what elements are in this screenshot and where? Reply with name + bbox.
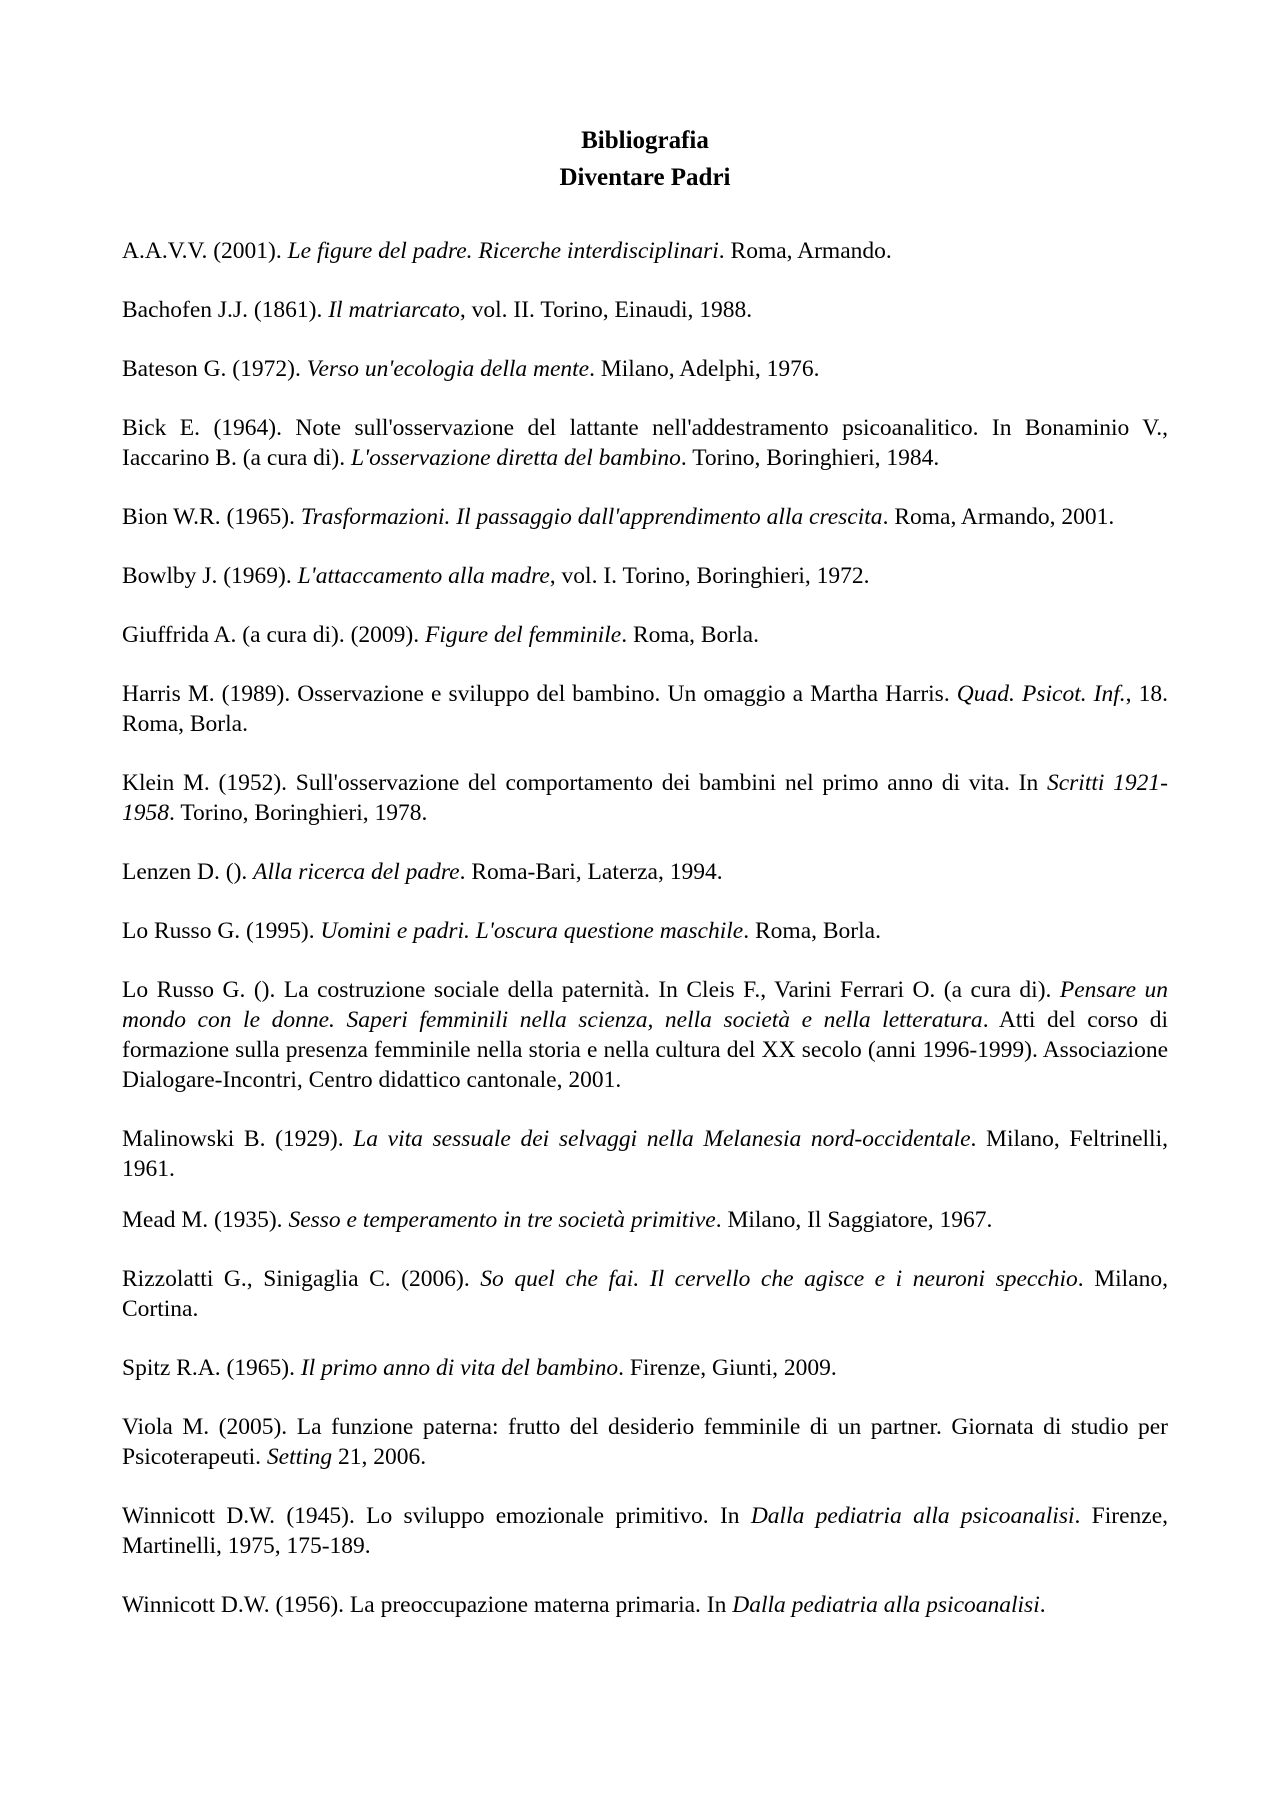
entry-text: . Milano, Il Saggiatore, 1967. (715, 1207, 993, 1233)
bibliography-entry (122, 413, 1168, 473)
bibliography-entry (122, 1205, 1168, 1235)
entry-title-italic: Il matriarcato (328, 297, 460, 323)
entry-text: Mead M. (1935). (122, 1207, 289, 1233)
entry-text: . Milano, Feltrinelli, 1961. (122, 1126, 1168, 1182)
bibliography-entry (122, 236, 1168, 266)
entry-title-italic: Uomini e padri. L'oscura questione maschile (320, 918, 744, 944)
entry-text: Malinowski B. (1929). (122, 1126, 354, 1152)
bibliography-entry (122, 502, 1168, 532)
bibliography-list (122, 236, 1168, 1620)
entry-text: Lenzen D. (). (122, 859, 254, 885)
entry-title-italic: Quad. Psicot. Inf. (956, 681, 1126, 707)
entry-text: . Roma-Bari, Laterza, 1994. (459, 859, 723, 885)
entry-title-italic: Dalla pediatria alla psicoanalisi (750, 1503, 1075, 1529)
entry-text: . Milano, Cortina. (122, 1266, 1168, 1322)
entry-title-italic: Alla ricerca del padre (253, 859, 460, 885)
entry-text: . (1039, 1592, 1046, 1618)
bibliography-entry (122, 916, 1168, 946)
entry-text: Giuffrida A. (a cura di). (2009). (122, 622, 426, 648)
bibliography-entry (122, 1124, 1168, 1184)
page-subtitle: Diventare Padri (559, 164, 731, 191)
entry-title-italic: Trasformazioni. Il passaggio dall'apprendimento alla crescita (300, 504, 883, 530)
entry-text: . Roma, Armando, 2001. (882, 504, 1115, 530)
entry-text: . Roma, Borla. (743, 918, 881, 944)
entry-title-italic: Le figure del padre. Ricerche interdisciplinari (287, 238, 719, 264)
entry-text: Rizzolatti G., Sinigaglia C. (2006). (122, 1266, 481, 1292)
bibliography-entry (122, 295, 1168, 325)
entry-title-italic: L'attaccamento alla madre (297, 563, 550, 589)
entry-text: . Firenze, Martinelli, 1975, 175-189. (122, 1503, 1168, 1559)
bibliography-entry (122, 561, 1168, 591)
bibliography-entry (122, 1412, 1168, 1472)
entry-text: Winnicott D.W. (1945). Lo sviluppo emozionale primitivo. In (122, 1503, 751, 1529)
page-title: Bibliografia (581, 127, 709, 154)
entry-text: . Torino, Boringhieri, 1984. (680, 445, 940, 471)
entry-text: Bowlby J. (1969). (122, 563, 298, 589)
entry-text: . Roma, Armando. (718, 238, 892, 264)
entry-title-italic: Sesso e temperamento in tre società primitive (288, 1207, 716, 1233)
entry-text: . Roma, Borla. (621, 622, 759, 648)
entry-text: Harris M. (1989). Osservazione e sviluppo del bambino. Un omaggio a Martha Harris. (122, 681, 957, 707)
entry-text: . Atti del corso di formazione sulla presenza femminile nella storia e nella cultura del XX secolo (anni 1996-1999). Associazione Dialogare-Incontri, Centro didattico cantonale, 2001. (122, 1007, 1168, 1093)
bibliography-entry (122, 1501, 1168, 1561)
entry-text: Bion W.R. (1965). (122, 504, 301, 530)
entry-text: Winnicott D.W. (1956). La preoccupazione materna primaria. In (122, 1592, 733, 1618)
bibliography-entry (122, 857, 1168, 887)
entry-text: Lo Russo G. (). La costruzione sociale della paternità. In Cleis F., Varini Ferrari O. (a cura di). (122, 977, 1060, 1003)
entry-text: Spitz R.A. (1965). (122, 1355, 301, 1381)
bibliography-entry (122, 679, 1168, 739)
entry-title-italic: L'osservazione diretta del bambino (351, 445, 681, 471)
entry-text: Bachofen J.J. (1861). (122, 297, 329, 323)
entry-text: Bick E. (1964). Note sull'osservazione del lattante nell'addestramento psicoanalitico. In Bonaminio V., Iaccarino B. (a cura di). (122, 415, 1168, 471)
entry-text: , vol. II. Torino, Einaudi, 1988. (459, 297, 753, 323)
bibliography-entry (122, 1590, 1168, 1620)
entry-title-italic: So quel che fai. Il cervello che agisce e i neuroni specchio (480, 1266, 1078, 1292)
bibliography-entry (122, 620, 1168, 650)
bibliography-entry (122, 768, 1168, 828)
bibliography-entry (122, 354, 1168, 384)
entry-text: . Firenze, Giunti, 2009. (618, 1355, 837, 1381)
entry-text: Viola M. (2005). La funzione paterna: frutto del desiderio femminile di un partner. Giornata di studio per Psicoterapeuti. (122, 1414, 1168, 1470)
entry-title-italic: Il primo anno di vita del bambino (300, 1355, 619, 1381)
entry-title-italic: Scritti 1921-1958 (122, 770, 1168, 826)
entry-text: . Torino, Boringhieri, 1978. (169, 800, 428, 826)
entry-text: . Milano, Adelphi, 1976. (589, 356, 820, 382)
entry-title-italic: Dalla pediatria alla psicoanalisi (732, 1592, 1040, 1618)
entry-title-italic: Verso un'ecologia della mente (306, 356, 590, 382)
bibliography-entry (122, 1264, 1168, 1324)
bibliography-entry (122, 1353, 1168, 1383)
entry-text: Lo Russo G. (1995). (122, 918, 321, 944)
entry-title-italic: Pensare un mondo con le donne. Saperi femminili nella scienza, nella società e nella letteratura (122, 977, 1169, 1033)
entry-title-italic: Figure del femminile (425, 622, 622, 648)
entry-text: Klein M. (1952). Sull'osservazione del comportamento dei bambini nel primo anno di vita. In (122, 770, 1047, 796)
entry-text: 21, 2006. (332, 1444, 427, 1470)
heading-block (122, 122, 1168, 196)
entry-text: A.A.V.V. (2001). (122, 238, 288, 264)
document-page (122, 122, 1168, 1649)
bibliography-entry (122, 975, 1168, 1095)
entry-text: , 18. Roma, Borla. (122, 681, 1169, 737)
entry-title-italic: La vita sessuale dei selvaggi nella Melanesia nord-occidentale (353, 1126, 971, 1152)
entry-text: Bateson G. (1972). (122, 356, 307, 382)
entry-title-italic: Setting (266, 1444, 333, 1470)
entry-text: , vol. I. Torino, Boringhieri, 1972. (549, 563, 870, 589)
